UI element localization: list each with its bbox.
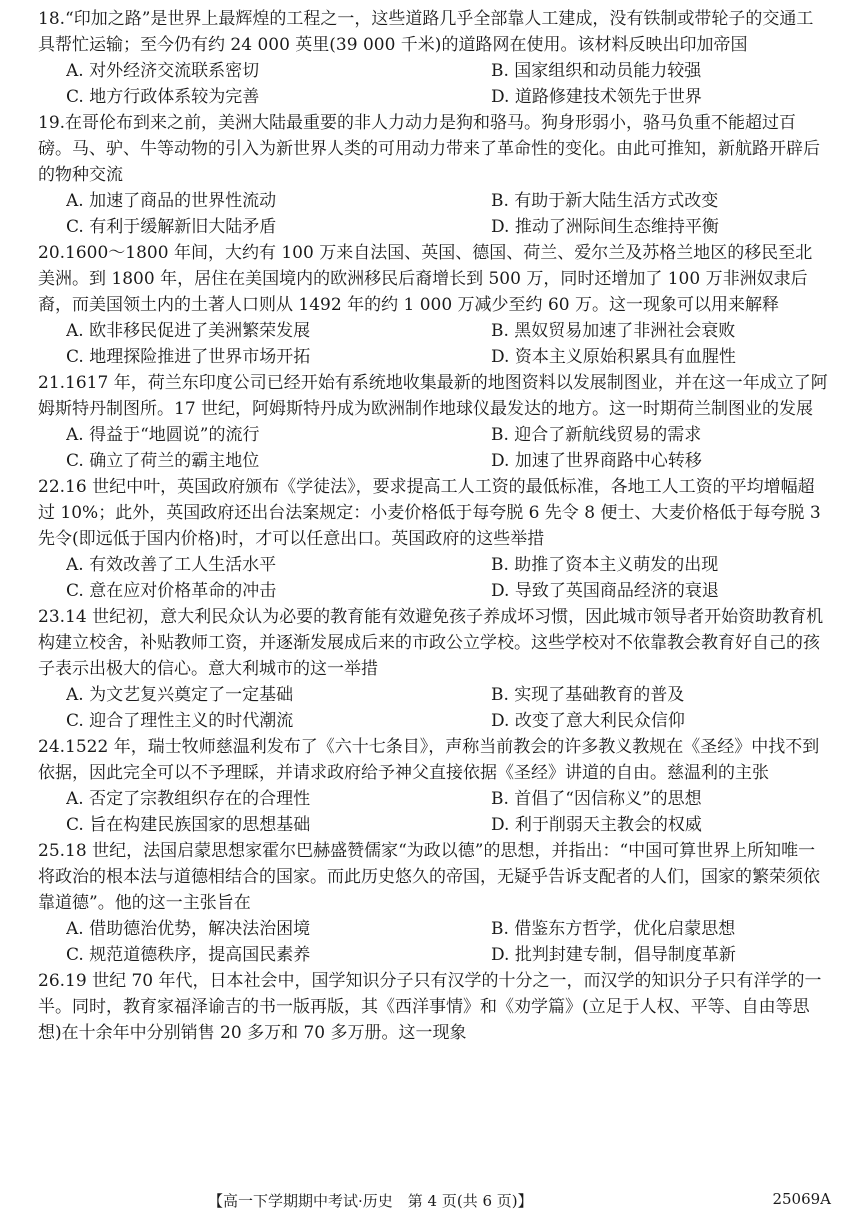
option-d: D. 利于削弱天主教会的权威 <box>491 815 702 835</box>
option-b: B. 首倡了“因信称义”的思想 <box>491 789 702 809</box>
question-stem: 18.“印加之路”是世界上最辉煌的工程之一，这些道路几乎全部靠人工建成，没有铁制或带轮子的交通工具帮忙运输；至今仍有约 24 000 英里(39 000 千米)的道路网在使用。该材料反映出印加帝国 <box>38 9 814 55</box>
question-22 <box>38 474 828 604</box>
question-stem: 21.1617 年，荷兰东印度公司已经开始有系统地收集最新的地图资料以发展制图业，并在这一年成立了阿姆斯特丹制图所。17 世纪，阿姆斯特丹成为欧洲制作地球仪最发达的地方。这一时期荷兰制图业的发展 <box>38 373 828 419</box>
option-c: C. 意在应对价格革命的冲击 <box>66 581 277 601</box>
option-c: C. 有利于缓解新旧大陆矛盾 <box>66 217 277 237</box>
option-c: C. 地方行政体系较为完善 <box>66 87 260 107</box>
options-grid <box>38 916 828 968</box>
question-stem: 23.14 世纪初，意大利民众认为必要的教育能有效避免孩子养成坏习惯，因此城市领导者开始资助教育机构建立校舍，补贴教师工资，并逐渐发展成后来的市政公立学校。这些学校对不依靠教会教育好自己的孩子表示出极大的信心。意大利城市的这一举措 <box>38 607 824 679</box>
page-footer <box>38 1190 831 1214</box>
options-grid <box>38 422 828 474</box>
option-d: D. 加速了世界商路中心转移 <box>491 451 702 471</box>
question-26 <box>38 968 828 1046</box>
question-20 <box>38 240 828 370</box>
question-stem: 22.16 世纪中叶，英国政府颁布《学徒法》，要求提高工人工资的最低标准，各地工人工资的平均增幅超过 10%；此外，英国政府还出台法案规定：小麦价格低于每夸脱 6 先令 8 便士、大麦价格低于每夸脱 3 先令(即远低于国内价格)时，才可以任意出口。英国政府的这些举措 <box>38 477 821 549</box>
option-b: B. 助推了资本主义萌发的出现 <box>491 555 719 575</box>
option-b: B. 实现了基础教育的普及 <box>491 685 685 705</box>
question-21 <box>38 370 828 474</box>
question-19 <box>38 110 828 240</box>
option-a: A. 加速了商品的世界性流动 <box>66 191 277 211</box>
options-grid <box>38 188 828 240</box>
question-stem: 24.1522 年，瑞士牧师慈温利发布了《六十七条目》，声称当前教会的许多教义教规在《圣经》中找不到依据，因此完全可以不予理睬，并请求政府给予神父直接依据《圣经》讲道的自由。慈温利的主张 <box>38 737 820 783</box>
options-grid <box>38 552 828 604</box>
options-grid <box>38 58 828 110</box>
option-d: D. 改变了意大利民众信仰 <box>491 711 685 731</box>
option-d: D. 批判封建专制，倡导制度革新 <box>491 945 736 965</box>
option-a: A. 有效改善了工人生活水平 <box>66 555 277 575</box>
option-a: A. 欧非移民促进了美洲繁荣发展 <box>66 321 311 341</box>
option-a: A. 为文艺复兴奠定了一定基础 <box>66 685 294 705</box>
footer-exam-code: 25069A <box>772 1190 831 1208</box>
question-stem: 20.1600～1800 年间，大约有 100 万来自法国、英国、德国、荷兰、爱尔兰及苏格兰地区的移民至北美洲。到 1800 年，居住在美国境内的欧洲移民后裔增长到 500 万，同时还增加了 100 万非洲奴隶后裔，而美国领土内的土著人口则从 1492 年的约 1 000 万减少至约 60 万。这一现象可以用来解释 <box>38 243 813 315</box>
question-18 <box>38 6 828 110</box>
question-24 <box>38 734 828 838</box>
option-c: C. 地理探险推进了世界市场开拓 <box>66 347 311 367</box>
options-grid <box>38 682 828 734</box>
question-stem: 19.在哥伦布到来之前，美洲大陆最重要的非人力动力是狗和骆马。狗身形弱小，骆马负重不能超过百磅。马、驴、牛等动物的引入为新世界人类的可用动力带来了革命性的变化。由此可推知，新航路开辟后的物种交流 <box>38 113 820 185</box>
option-d: D. 推动了洲际间生态维持平衡 <box>491 217 719 237</box>
question-stem: 26.19 世纪 70 年代，日本社会中，国学知识分子只有汉学的十分之一，而汉学的知识分子只有洋学的一半。同时，教育家福泽谕吉的书一版再版，其《西洋事情》和《劝学篇》(立足于人权、平等、自由等思想)在十余年中分别销售 20 多万和 70 多万册。这一现象 <box>38 971 822 1043</box>
option-d: D. 道路修建技术领先于世界 <box>491 87 702 107</box>
option-a: A. 否定了宗教组织存在的合理性 <box>66 789 311 809</box>
option-c: C. 确立了荷兰的霸主地位 <box>66 451 260 471</box>
option-c: C. 规范道德秩序，提高国民素养 <box>66 945 311 965</box>
option-b: B. 借鉴东方哲学，优化启蒙思想 <box>491 919 736 939</box>
option-b: B. 黑奴贸易加速了非洲社会衰败 <box>491 321 736 341</box>
option-a: A. 得益于“地圆说”的流行 <box>66 425 260 445</box>
option-a: A. 对外经济交流联系密切 <box>66 61 260 81</box>
option-c: C. 旨在构建民族国家的思想基础 <box>66 815 311 835</box>
question-25 <box>38 838 828 968</box>
option-b: B. 迎合了新航线贸易的需求 <box>491 425 702 445</box>
footer-page-info: 【高一下学期期中考试·历史 第 4 页(共 6 页)】 <box>208 1192 533 1210</box>
option-a: A. 借助德治优势，解决法治困境 <box>66 919 311 939</box>
option-c: C. 迎合了理性主义的时代潮流 <box>66 711 294 731</box>
option-d: D. 导致了英国商品经济的衰退 <box>491 581 719 601</box>
option-b: B. 国家组织和动员能力较强 <box>491 61 702 81</box>
options-grid <box>38 786 828 838</box>
question-list <box>38 6 828 1046</box>
option-d: D. 资本主义原始积累具有血腥性 <box>491 347 736 367</box>
options-grid <box>38 318 828 370</box>
question-stem: 25.18 世纪，法国启蒙思想家霍尔巴赫盛赞儒家“为政以德”的思想，并指出：“中国可算世界上所知唯一将政治的根本法与道德相结合的国家。而此历史悠久的帝国，无疑乎告诉支配者的人们，国家的繁荣须依靠道德”。他的这一主张旨在 <box>38 841 820 913</box>
option-b: B. 有助于新大陆生活方式改变 <box>491 191 719 211</box>
question-23 <box>38 604 828 734</box>
